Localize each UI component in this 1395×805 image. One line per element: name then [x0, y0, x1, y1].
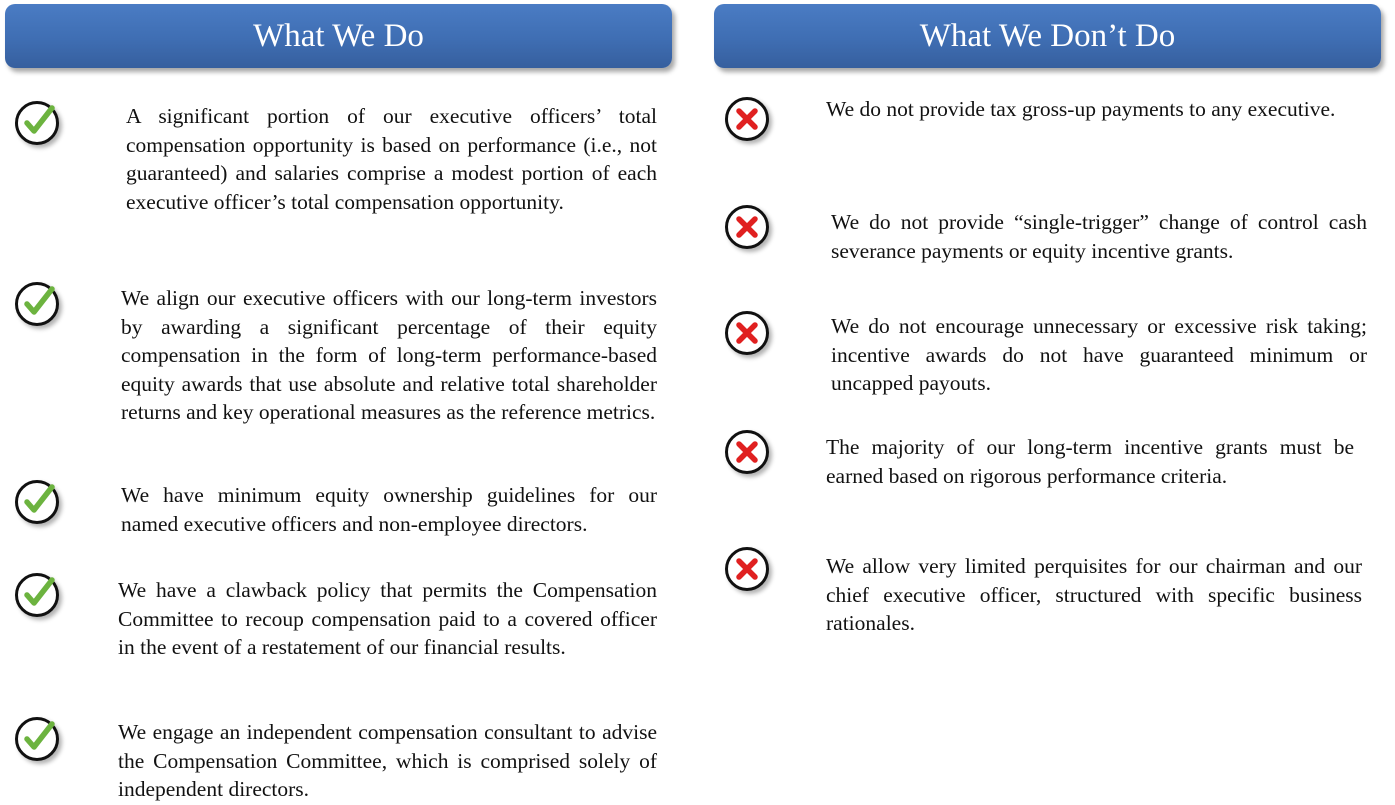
dont-item-text: We do not encourage unnecessary or excessive risk taking; incentive awards do not have guaranteed minimum or uncapped payouts. [831, 314, 1367, 396]
x-icon [725, 430, 769, 474]
check-icon [15, 282, 59, 326]
x-icon [725, 547, 769, 591]
do-item-text: A significant portion of our executive officers’ total compensation opportunity is based on performance (i.e., not guaranteed) and salaries comprise a modest portion of each executive officer’s total compensation opportunity. [126, 104, 657, 214]
what-we-dont-do-header: What We Don’t Do [714, 4, 1381, 68]
dont-item-text: We allow very limited perquisites for our chairman and our chief executive officer, structured with specific business rationales. [826, 554, 1362, 636]
x-icon [725, 311, 769, 355]
check-icon [15, 717, 59, 761]
do-item-text: We engage an independent compensation consultant to advise the Compensation Committee, which is comprised solely of independent directors. [118, 720, 657, 802]
dont-item-text: We do not provide “single-trigger” change of control cash severance payments or equity incentive grants. [831, 210, 1367, 263]
dont-item-text: We do not provide tax gross-up payments to any executive. [826, 97, 1336, 121]
do-item-text: We have a clawback policy that permits the Compensation Committee to recoup compensation paid to a covered officer in the event of a restatement of our financial results. [118, 578, 657, 660]
check-icon [15, 480, 59, 524]
x-icon [725, 205, 769, 249]
check-icon [15, 573, 59, 617]
x-icon [725, 97, 769, 141]
dont-item-text: The majority of our long-term incentive grants must be earned based on rigorous performance criteria. [826, 435, 1354, 488]
do-item-text: We align our executive officers with our long-term investors by awarding a significant percentage of their equity compensation in the form of long-term performance-based equity awards that use absolute and relative total shareholder returns and key operational measures as the reference metrics. [121, 286, 657, 425]
what-we-do-header: What We Do [5, 4, 672, 68]
check-icon [15, 101, 59, 145]
do-item-text: We have minimum equity ownership guidelines for our named executive officers and non-employee directors. [121, 483, 657, 536]
